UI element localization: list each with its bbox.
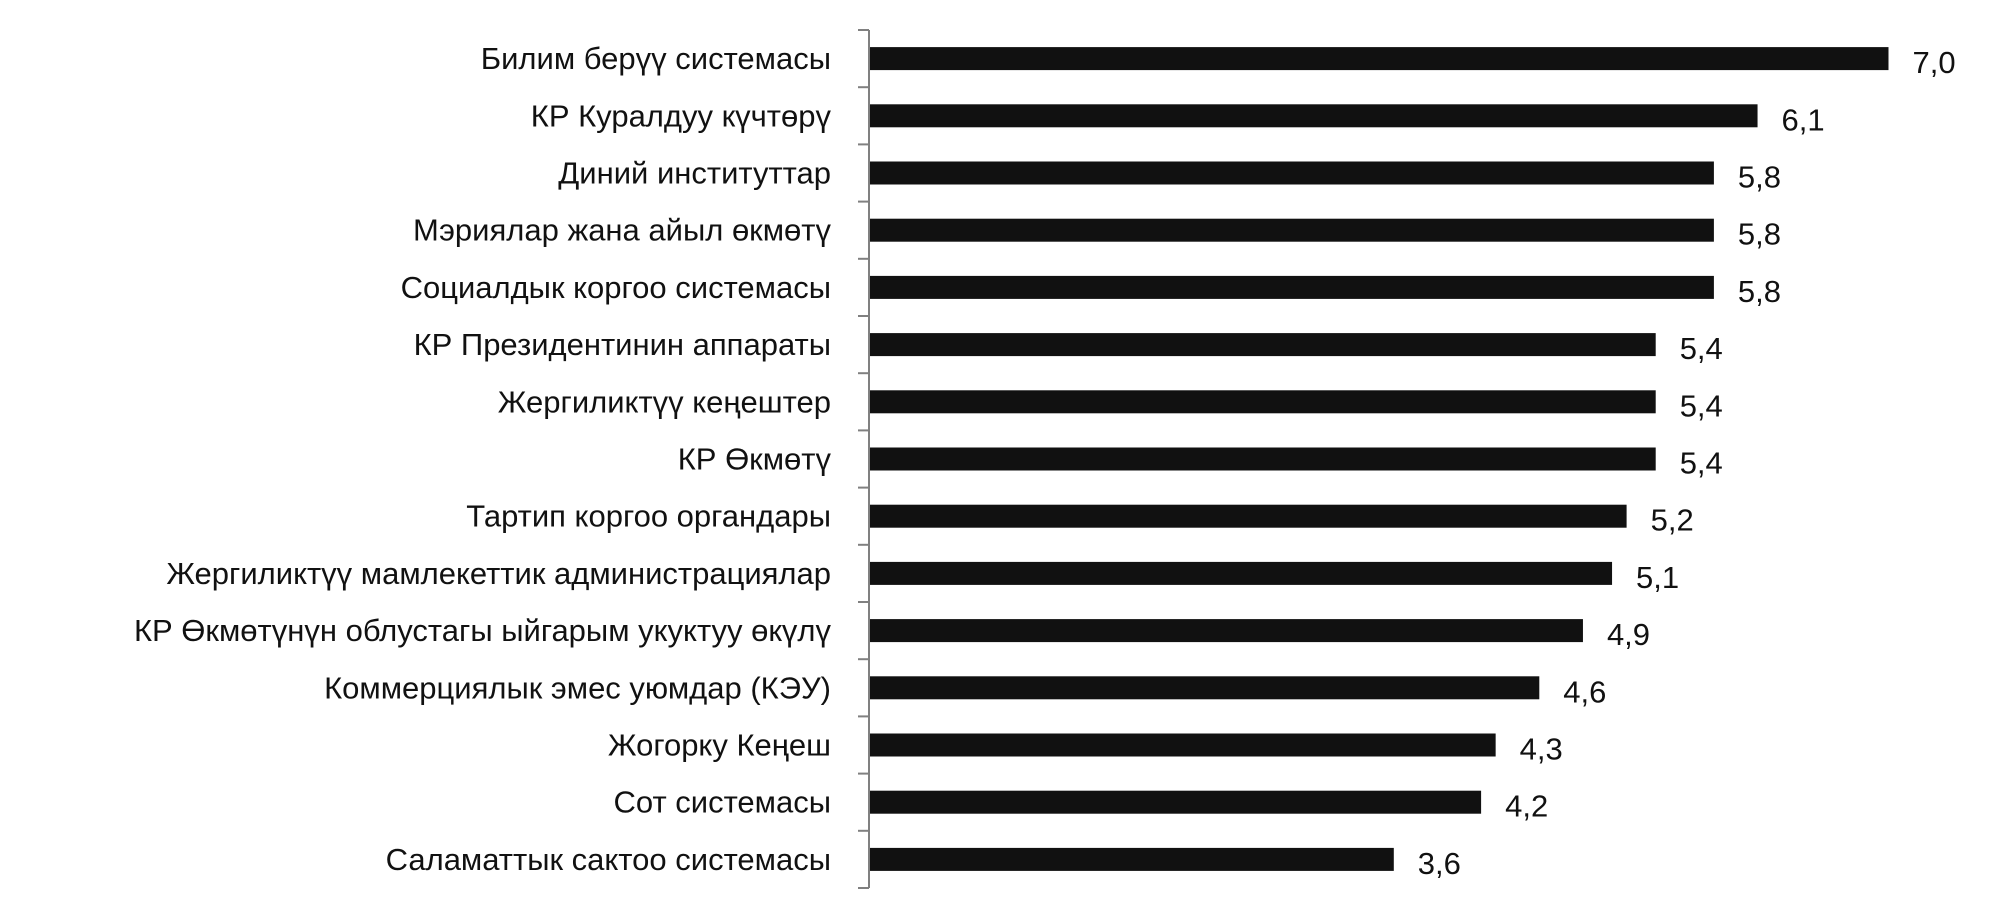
data-label: 5,8 [1737, 159, 1782, 195]
category-label: Сот системасы [613, 784, 831, 820]
bar [870, 448, 1656, 471]
category-label: КР Президентинин аппараты [413, 327, 831, 363]
data-label: 4,3 [1519, 731, 1563, 767]
bar [870, 47, 1889, 70]
bar [870, 276, 1714, 299]
category-label: Тартип коргоо органдары [466, 498, 831, 534]
bar [870, 333, 1656, 356]
data-label: 7,0 [1912, 45, 1956, 81]
category-label: КР Өкмөтү [677, 441, 831, 477]
data-label: 6,1 [1781, 102, 1825, 138]
bar [870, 219, 1714, 242]
bars [870, 47, 1889, 871]
category-label: Диний институттар [558, 155, 831, 191]
data-label: 5,8 [1737, 216, 1782, 252]
bar [870, 562, 1612, 585]
bar [870, 791, 1481, 814]
data-label: 4,2 [1505, 788, 1549, 824]
data-label: 5,4 [1679, 445, 1723, 481]
category-label: Коммерциялык эмес уюмдар (КЭУ) [324, 670, 831, 706]
data-label: 4,6 [1563, 674, 1607, 710]
data-label: 3,6 [1417, 845, 1461, 881]
category-label: КР Куралдуу күчтөрү [530, 98, 831, 134]
category-axis [858, 30, 869, 888]
data-label: 5,2 [1650, 502, 1694, 538]
bar [870, 104, 1758, 127]
category-label: Жогорку Кеңеш [607, 727, 831, 763]
category-label: Саламаттык сактоо системасы [385, 841, 831, 877]
category-label: Билим берүү системасы [480, 41, 831, 77]
bar [870, 505, 1627, 528]
data-label: 5,8 [1737, 273, 1782, 309]
data-label: 5,4 [1679, 331, 1723, 367]
category-labels [134, 41, 832, 877]
bar [870, 848, 1394, 871]
category-label: Социалдык коргоо системасы [400, 269, 831, 305]
category-label: Жергиликтүү мамлекеттик администрациялар [166, 555, 831, 591]
data-label: 5,1 [1636, 559, 1680, 595]
bar [870, 734, 1496, 757]
bar [870, 619, 1583, 642]
bar [870, 162, 1714, 185]
bar [870, 390, 1656, 413]
data-label: 5,4 [1679, 388, 1723, 424]
data-label: 4,9 [1606, 617, 1651, 653]
category-label: КР Өкмөтүнүн облустагы ыйгарым укуктуу өкүлү [133, 613, 831, 649]
bar [870, 676, 1539, 699]
category-label: Мэриялар жана айыл өкмөтү [412, 212, 831, 248]
category-label: Жергиликтүү кеңештер [497, 384, 831, 420]
